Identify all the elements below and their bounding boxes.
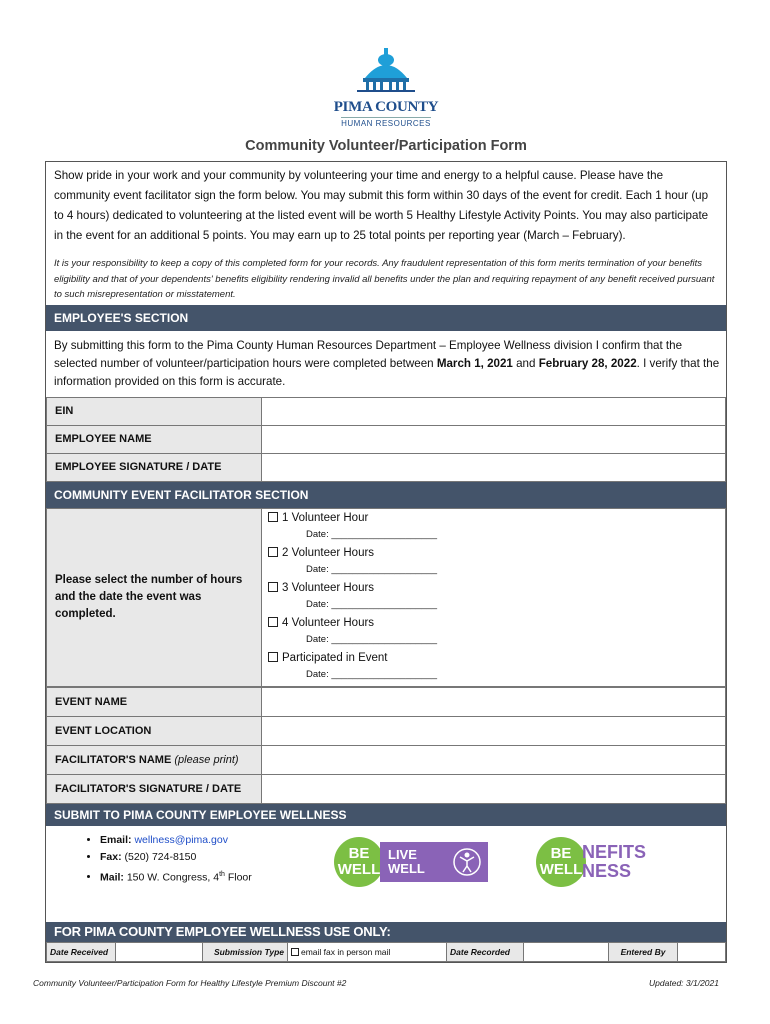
option-1-hour[interactable] (268, 510, 724, 527)
facilitator-hours-table (46, 508, 726, 687)
event-name-label: EVENT NAME (47, 687, 262, 716)
office-use-table (46, 942, 726, 962)
ein-label: EIN (47, 397, 262, 425)
benefits-wordmark (582, 843, 646, 881)
submit-section-heading: SUBMIT TO PIMA COUNTY EMPLOYEE WELLNESS (46, 804, 726, 826)
checkbox-icon[interactable] (291, 948, 299, 956)
badge-text-ness: NESS (582, 860, 632, 881)
logo-subtitle: HUMAN RESOURCES (341, 119, 431, 128)
email-link[interactable]: wellness@pima.gov (134, 833, 228, 846)
option-label: 2 Volunteer Hours (282, 546, 375, 559)
facilitator-name-label (47, 745, 262, 774)
fax-label: Fax: (100, 850, 122, 863)
date-recorded-field[interactable] (524, 942, 609, 961)
submission-type-label: Submission Type (203, 942, 288, 961)
option-date[interactable]: Date: ____________________ (306, 633, 438, 645)
benefits-wellness-badge (536, 837, 646, 887)
confirmation-text-b: . I verify that the information provided on this form is accurate. (54, 356, 720, 388)
intro-text: Show pride in your work and your community by volunteering your time and energy to a helpful cause. Please have the community event facilitator sign the form below. You may submit this form within 30 days of the event for credit. Each 1 hour (up to 4 hours) dedicated to volunteering at the listed event will be worth 5 Healthy Lifestyle Activity Points. You may also participate in the event for an additional 5 points. You may earn up to 25 total points per reporting year (March – February). (54, 169, 709, 242)
badge-text-live-well: WELL (388, 860, 425, 876)
facilitator-signature-field[interactable] (262, 774, 726, 803)
event-name-field[interactable] (262, 687, 726, 716)
mail-floor-suffix: th (219, 870, 225, 878)
employee-section-heading: EMPLOYEE'S SECTION (46, 305, 726, 331)
confirmation-text-and: and (512, 356, 539, 370)
live-well-panel (380, 842, 488, 882)
facilitator-name-label-text: FACILITATOR'S NAME (55, 753, 172, 766)
employee-name-field[interactable] (262, 425, 726, 453)
mail-address: 150 W. Congress, 4 (126, 871, 220, 883)
badge-text-nefits: NEFITS (582, 841, 647, 862)
print-hint: (please print) (174, 753, 239, 766)
event-location-field[interactable] (262, 716, 726, 745)
footer-form-name: Community Volunteer/Participation Form for Healthy Lifestyle Premium Discount #2 (33, 978, 347, 988)
checkbox-icon[interactable] (268, 547, 278, 557)
badge-text-be: BE (348, 844, 370, 862)
submission-type-options[interactable] (288, 942, 447, 961)
period-end-date: February 28, 2022 (538, 356, 637, 370)
badge-text-be: BE (550, 844, 572, 862)
option-date[interactable]: Date: ____________________ (306, 563, 438, 575)
badge-text-live: LIVE (388, 846, 417, 862)
option-participated[interactable] (268, 650, 724, 667)
mail-label: Mail: (100, 871, 124, 883)
option-2-hours[interactable] (268, 545, 724, 562)
option-date[interactable]: Date: ____________________ (306, 528, 438, 540)
badge-text-well: WELL (539, 860, 583, 878)
footer-updated: Updated: 3/1/2021 (649, 978, 719, 988)
facilitator-section-heading: COMMUNITY EVENT FACILITATOR SECTION (46, 482, 726, 508)
fax-number: (520) 724-8150 (124, 850, 197, 863)
employee-signature-field[interactable] (262, 453, 726, 481)
event-location-label: EVENT LOCATION (47, 716, 262, 745)
option-label: 4 Volunteer Hours (282, 616, 375, 629)
pima-county-logo (331, 48, 441, 128)
option-label: 1 Volunteer Hour (282, 511, 369, 524)
disclaimer-text: It is your responsibility to keep a copy of this completed form for your records. Any fraudulent representation of this form merits termination of your benefits eligibility and that of your dependents' benefits eligibility rendering invalid all benefits under the plan and requiring repayment of any benefit received pursuant to such misrepresentation or misstatement. (54, 258, 715, 300)
event-fields-table (46, 687, 726, 804)
option-3-hours[interactable] (268, 580, 724, 597)
entered-by-label: Entered By (609, 942, 678, 961)
option-4-hours[interactable] (268, 615, 724, 632)
be-well-circle (334, 837, 384, 887)
checkbox-icon[interactable] (268, 617, 278, 627)
facilitator-signature-label: FACILITATOR'S SIGNATURE / DATE (47, 774, 262, 803)
confirmation-text-a: By submitting this form to the Pima County Human Resources Department – Employee Wellness division I confirm that the selected number of volunteer/participation hours were completed between (54, 338, 683, 370)
logo-org-name: PIMA COUNTY (333, 99, 439, 115)
period-start-date: March 1, 2021 (436, 356, 513, 370)
ein-field[interactable] (262, 397, 726, 425)
hours-instruction: Please select the number of hours and the date the event was completed. (47, 508, 262, 686)
submit-section (46, 832, 726, 922)
badge-text-well: WELL (337, 860, 381, 878)
hours-options (262, 508, 726, 686)
office-use-heading: FOR PIMA COUNTY EMPLOYEE WELLNESS USE ONLY: (46, 922, 726, 942)
facilitator-name-field[interactable] (262, 745, 726, 774)
form-body (45, 161, 727, 963)
date-received-label: Date Received (47, 942, 116, 961)
checkbox-icon[interactable] (268, 652, 278, 662)
checkbox-icon[interactable] (268, 582, 278, 592)
entered-by-field[interactable] (678, 942, 726, 961)
date-received-field[interactable] (116, 942, 203, 961)
date-recorded-label: Date Recorded (447, 942, 524, 961)
checkbox-icon[interactable] (268, 512, 278, 522)
employee-confirmation-text (46, 331, 726, 397)
option-label: Participated in Event (282, 651, 388, 664)
employee-fields-table (46, 397, 726, 482)
employee-name-label: EMPLOYEE NAME (47, 425, 262, 453)
submission-types-text: email fax in person mail (301, 946, 391, 957)
employee-signature-label: EMPLOYEE SIGNATURE / DATE (47, 453, 262, 481)
courthouse-dome-icon (351, 48, 421, 92)
option-label: 3 Volunteer Hours (282, 581, 375, 594)
form-title: Community Volunteer/Participation Form (245, 138, 527, 154)
be-well-circle (536, 837, 586, 887)
option-date[interactable]: Date: ____________________ (306, 668, 438, 680)
mail-floor: Floor (224, 871, 252, 883)
person-icon (452, 847, 482, 877)
option-date[interactable]: Date: ____________________ (306, 598, 438, 610)
be-well-live-well-badge (334, 837, 488, 887)
email-label: Email: (100, 833, 132, 846)
